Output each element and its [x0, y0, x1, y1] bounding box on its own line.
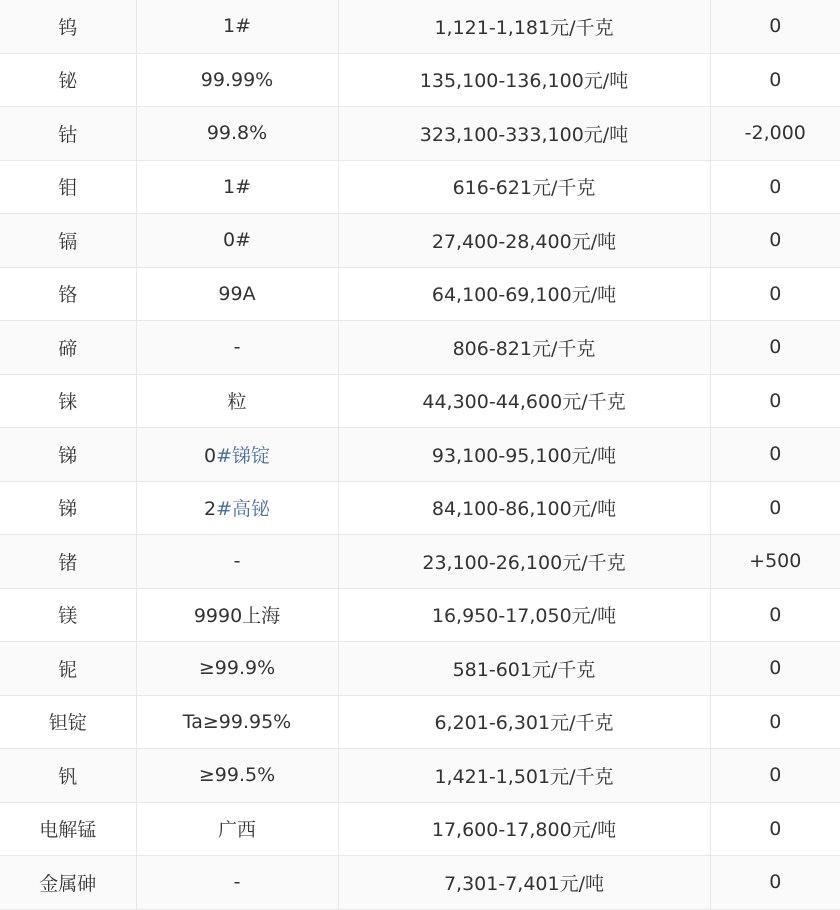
- change-cell: 0: [710, 428, 840, 482]
- metal-name-cell: 锑: [0, 428, 136, 482]
- spec-link-antimony-ingot[interactable]: #锑锭: [216, 444, 270, 467]
- change-cell: 0: [710, 267, 840, 321]
- price-cell: 6,201-6,301元/千克: [338, 695, 710, 749]
- metal-name-cell: 钨: [0, 0, 136, 53]
- metal-name-cell: 镉: [0, 214, 136, 268]
- spec-cell: 99.8%: [136, 107, 338, 161]
- change-cell: 0: [710, 856, 840, 910]
- table-row: [0, 695, 840, 749]
- spec-cell: -: [136, 856, 338, 910]
- price-cell: 23,100-26,100元/千克: [338, 535, 710, 589]
- spec-cell: 1#: [136, 160, 338, 214]
- price-cell: 44,300-44,600元/千克: [338, 374, 710, 428]
- change-cell: 0: [710, 588, 840, 642]
- price-cell: 1,121-1,181元/千克: [338, 0, 710, 53]
- spec-cell: ≥99.9%: [136, 642, 338, 696]
- spec-cell: 0#: [136, 214, 338, 268]
- table-row: [0, 642, 840, 696]
- change-cell: 0: [710, 0, 840, 53]
- price-cell: 16,950-17,050元/吨: [338, 588, 710, 642]
- change-cell: 0: [710, 53, 840, 107]
- spec-cell: -: [136, 321, 338, 375]
- metal-name-cell: 电解锰: [0, 802, 136, 856]
- change-cell: 0: [710, 695, 840, 749]
- metal-name-cell: 铋: [0, 53, 136, 107]
- price-cell: 93,100-95,100元/吨: [338, 428, 710, 482]
- spec-prefix: 2: [203, 498, 217, 521]
- metal-name-cell: 铌: [0, 642, 136, 696]
- table-row: [0, 802, 840, 856]
- change-cell: 0: [710, 374, 840, 428]
- table-row: [0, 428, 840, 482]
- spec-link-high-bismuth[interactable]: #高铋: [216, 498, 270, 521]
- spec-cell: [136, 481, 338, 535]
- metal-name-cell: 镁: [0, 588, 136, 642]
- change-cell: 0: [710, 642, 840, 696]
- price-cell: 616-621元/千克: [338, 160, 710, 214]
- spec-cell: 1#: [136, 0, 338, 53]
- change-cell: 0: [710, 749, 840, 803]
- metal-name-cell: 铼: [0, 374, 136, 428]
- metal-name-cell: 钴: [0, 107, 136, 161]
- price-cell: 323,100-333,100元/吨: [338, 107, 710, 161]
- table-row: [0, 856, 840, 910]
- metal-name-cell: 钽锭: [0, 695, 136, 749]
- change-cell: -2,000: [710, 107, 840, 161]
- spec-cell: 广西: [136, 802, 338, 856]
- spec-cell: [136, 428, 338, 482]
- change-cell: 0: [710, 160, 840, 214]
- table-row: [0, 374, 840, 428]
- table-row: [0, 535, 840, 589]
- price-cell: 7,301-7,401元/吨: [338, 856, 710, 910]
- table-row: [0, 107, 840, 161]
- price-cell: 135,100-136,100元/吨: [338, 53, 710, 107]
- price-cell: 27,400-28,400元/吨: [338, 214, 710, 268]
- spec-cell: 9990上海: [136, 588, 338, 642]
- change-cell: 0: [710, 214, 840, 268]
- table-row: [0, 267, 840, 321]
- spec-prefix: 0: [203, 444, 217, 467]
- price-cell: 581-601元/千克: [338, 642, 710, 696]
- spec-cell: -: [136, 535, 338, 589]
- table-row: [0, 481, 840, 535]
- table-row: [0, 749, 840, 803]
- spec-cell: 99.99%: [136, 53, 338, 107]
- price-cell: 806-821元/千克: [338, 321, 710, 375]
- table-row: [0, 0, 840, 53]
- change-cell: 0: [710, 481, 840, 535]
- metal-name-cell: 金属砷: [0, 856, 136, 910]
- metal-name-cell: 钼: [0, 160, 136, 214]
- spec-cell: Ta≥99.95%: [136, 695, 338, 749]
- price-cell: 17,600-17,800元/吨: [338, 802, 710, 856]
- table-row: [0, 53, 840, 107]
- spec-cell: 99A: [136, 267, 338, 321]
- metal-name-cell: 钒: [0, 749, 136, 803]
- metal-name-cell: 铬: [0, 267, 136, 321]
- metal-name-cell: 碲: [0, 321, 136, 375]
- table-row: [0, 214, 840, 268]
- metal-name-cell: 锑: [0, 481, 136, 535]
- table-row: [0, 160, 840, 214]
- price-cell: 84,100-86,100元/吨: [338, 481, 710, 535]
- change-cell: 0: [710, 321, 840, 375]
- change-cell: 0: [710, 802, 840, 856]
- table-row: [0, 321, 840, 375]
- change-cell: +500: [710, 535, 840, 589]
- table-row: [0, 588, 840, 642]
- metal-name-cell: 锗: [0, 535, 136, 589]
- price-cell: 64,100-69,100元/吨: [338, 267, 710, 321]
- spec-cell: ≥99.5%: [136, 749, 338, 803]
- spec-cell: 粒: [136, 374, 338, 428]
- price-cell: 1,421-1,501元/千克: [338, 749, 710, 803]
